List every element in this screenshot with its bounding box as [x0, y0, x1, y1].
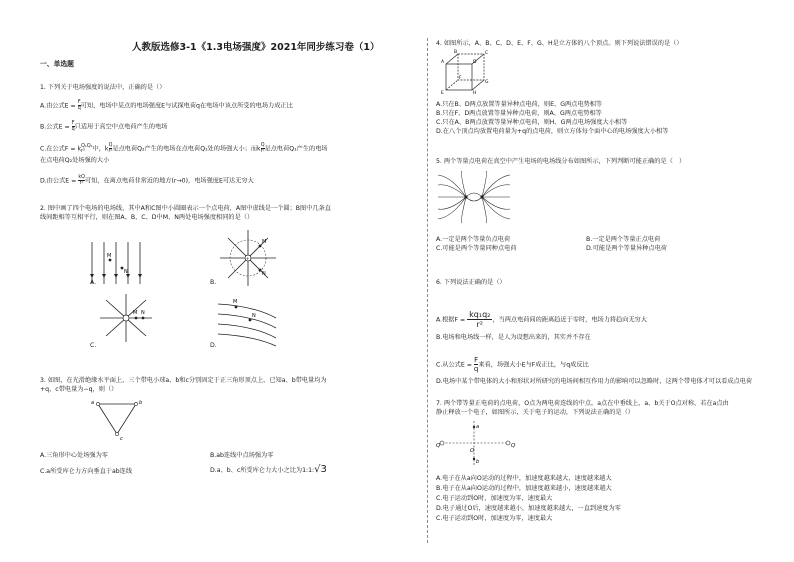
frac-num: F [474, 356, 479, 364]
q4-cube-figure [440, 50, 490, 94]
label-m: M [262, 239, 267, 245]
q6-option-b: B.电场和电场线一样，是人为设想出来的，其实并不存在 [436, 334, 591, 341]
q2-figure-c [96, 292, 156, 344]
q1-a-text2: 可知，电场中某点的电场强度E与试探电荷q在电场中该点所受的电场力成正比 [80, 102, 293, 110]
q2-stem: 2. 图中画了四个电场的电场线，其中A和C图中小圆圈表示一个点电荷，A图中虚线是一个圆；B图中几条直 [40, 205, 331, 212]
q2-stem-cont: 线间距相等互相平行，则在图A、B、C、D中M、N两处电场强度相同的是（） [40, 214, 254, 221]
frac-num: F [71, 121, 75, 126]
q2-figure-b [218, 228, 278, 288]
label-n: N [252, 313, 256, 319]
cube-label-f: F [459, 76, 462, 81]
q3-d-text: D.a、b、c所受库仑力大小之比为1:1: [210, 467, 315, 474]
q6-option-d: D.电场中某个带电体的大小和形状对所研究的电场间相互作用力的影响可以忽略时，这两个带电体才可以看成点电荷 [436, 378, 753, 385]
q1-option-a [40, 100, 293, 111]
page-title: 人教版选修3-1《1.3电场强度》2021年同步练习卷（1） [132, 42, 380, 53]
cube-label-e: E [441, 91, 444, 96]
q7-option-c: C.电子运动到O时，加速度为零，速度最大 [436, 495, 553, 502]
q7-option-d: D.电子通过O后，速度越来越小，加速度越来越大，一直到速度为零 [436, 505, 621, 512]
cube-label-h: H [473, 91, 477, 96]
label-n: N [262, 271, 266, 277]
q6-a-fraction [467, 310, 492, 329]
q3-triangle-figure [90, 396, 146, 440]
label-n: N [124, 269, 128, 275]
cube-label-c: C [485, 51, 489, 56]
q6-c-text2: 来看，场强大小E与F成正比，与q成反比 [478, 361, 589, 369]
q5-stem: 5. 两个等量点电荷在真空中产生电场的电场线分布如图所示，下列判断可能正确的是（ ） [436, 158, 686, 165]
label-c: c [120, 436, 123, 442]
svg-text:+: + [246, 256, 250, 261]
q1-option-d [40, 175, 254, 186]
label-b: b [476, 459, 480, 465]
q4-option-b: B.只在F、D两点放置等量异种点电荷，则A、G两点电势相等 [436, 110, 602, 117]
q5-option-c: C.可能是两个等量同种点电荷 [436, 245, 517, 252]
q4-option-a: A.只在B、D两点放置等量异种点电荷，则E、G两点电势相等 [436, 101, 603, 108]
q7-stem-cont: 静止释放一个电子，如图所示，关于电子的运动，下列说法正确的是（） [436, 409, 634, 416]
label-b: b [139, 400, 143, 406]
frac-den: q [71, 127, 75, 132]
q5-option-b: B.一定是两个等量正点电荷 [586, 236, 661, 243]
q1-option-b [40, 121, 167, 132]
column-divider [427, 38, 428, 543]
q1-d-text2: 可知，在离点电荷非常近的地方(r→0)，电场强度E可达无穷大 [84, 177, 254, 185]
label-a: a [476, 424, 480, 430]
frac-den: r² [79, 181, 84, 186]
q3-stem: 3. 如图，在光滑绝缘水平面上，三个带电小球a、b和c分别固定于正三角形顶点上，已知a、b带电量均为 [40, 377, 327, 384]
section-heading: 一、单选题 [40, 60, 74, 68]
label-a: a [91, 400, 95, 406]
q2-label-b: B. [210, 279, 217, 286]
q3-option-b: B.ab连线中点场强为零 [210, 452, 274, 459]
q3-option-a: A.三角形中心处场强为零 [40, 452, 108, 459]
q6-c-text1: C.从公式E = [436, 361, 474, 369]
q1-b-text2: 只适用于真空中点电荷产生的电场 [74, 123, 168, 131]
q2-label-d: D. [210, 342, 217, 349]
q1-c-fraction: Q₁Q₂ r² [81, 143, 93, 154]
cube-label-g: G [485, 80, 489, 85]
q5-field-line-figure [436, 171, 512, 223]
q1-d-text1: D.由公式E = [40, 177, 79, 185]
q6-option-a [436, 310, 647, 329]
q1-b-text1: B.公式E = [40, 123, 72, 131]
frac-den: q [77, 106, 81, 111]
label-n: N [141, 310, 145, 316]
q1-option-c [40, 143, 328, 154]
q7-stem: 7. 两个带等量正电荷的点电荷，O点为两电荷连线的中点，a点在中垂线上，a、b关于O点对称，若在a点由 [436, 400, 729, 407]
frac-den: r² [260, 149, 265, 154]
q1-c-text3: 是点电荷Q₂产生的电场在点电荷Q₁处的场强大小；而k [112, 145, 261, 153]
q6-a-text2: ，当两点电荷间的距离趋近于零时，电场力将趋向无穷大 [492, 316, 648, 324]
q6-option-c [436, 356, 589, 373]
q3-option-d [210, 466, 327, 474]
label-m: M [107, 253, 112, 259]
frac-den: q [473, 365, 479, 373]
q4-option-c: C.只在A、B两点放置等量异种点电荷，则H、G两点电场强度大小相等 [436, 119, 628, 126]
q3-d-sqrt: √3 [314, 464, 327, 475]
cube-label-a: A [441, 60, 445, 65]
q1-c-text1: C.在公式F = k [40, 145, 82, 153]
frac-num: kQ [78, 175, 85, 180]
q4-option-d: D.在八个顶点均放置电荷量为+q的点电荷，则立方体每个面中心的电场强度大小相等 [436, 128, 669, 135]
cube-label-b: B [454, 50, 458, 55]
cube-label-d: D [473, 60, 477, 65]
q5-option-a: A.一定是两个等量负点电荷 [436, 236, 511, 243]
q7-charges-figure [436, 419, 516, 469]
q1-c-text4: 是点电荷Q₁产生的电场 [264, 145, 328, 153]
q1-c-text2: 中，k [92, 145, 109, 153]
frac-num: Q [108, 143, 113, 148]
q7-option-a: A.电子在从a向O运动的过程中，加速度越来越大，速度越来越大 [436, 475, 612, 482]
q1-option-c-cont: 在点电荷Q₂处场强的大小 [40, 157, 110, 164]
q6-frac-den: r² [476, 320, 483, 329]
q5-option-d: D.可能是两个等量异种点电荷 [586, 245, 667, 252]
q7-option-b: B.电子在从a向O运动的过程中，加速度越来越小，速度越来越大 [436, 485, 612, 492]
frac-num: Q [260, 143, 265, 148]
q6-frac-num: kq₁q₂ [469, 310, 491, 319]
q2-label-c: C. [90, 342, 97, 349]
q3-option-c: C.a所受库仑力方向垂直于ab连线 [40, 468, 133, 475]
label-q-right: Q [511, 443, 516, 449]
label-o: O [470, 448, 475, 454]
frac-den: r² [108, 149, 113, 154]
q2-label-a: A. [90, 279, 97, 286]
label-m: M [133, 310, 138, 316]
q7-option-e: C.电子运动到O时，加速度为零，速度最大 [436, 515, 553, 522]
q6-a-text1: A.根据F = [436, 316, 468, 324]
frac-num: F [77, 100, 81, 105]
label-q-left: Q [436, 443, 441, 449]
q1-stem: 1. 下列关于电场强度的说法中，正确的是（） [40, 84, 166, 91]
q4-stem: 4. 如图所示，A、B、C、D、E、F、G、H是立方体的八个顶点。则下列说法错误的是（） [436, 40, 683, 47]
q3-stem-cont: +q，c带电量为−q，则（） [40, 386, 118, 393]
q1-a-text1: A.由公式E = [40, 102, 78, 110]
label-m: M [233, 299, 238, 305]
q2-figure-d [214, 298, 280, 346]
q6-stem: 6. 下列说法正确的是（） [436, 279, 506, 286]
